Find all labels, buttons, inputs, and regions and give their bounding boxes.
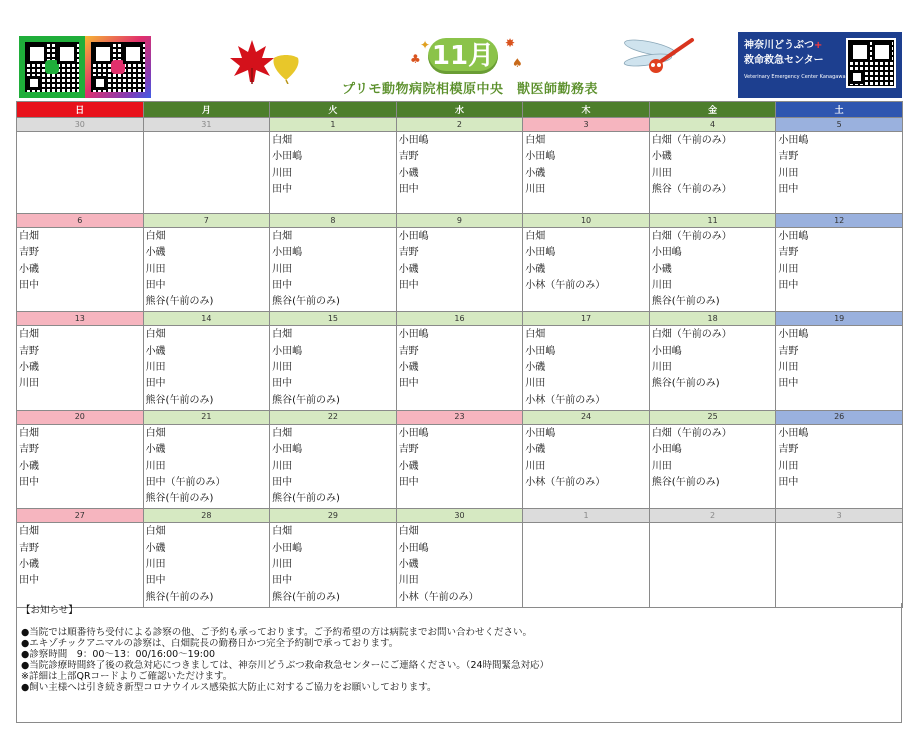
day-cell xyxy=(270,228,397,312)
ginkgo-leaf-icon xyxy=(270,52,302,84)
doctor-name: 白畑 xyxy=(145,329,166,341)
doctor-name: 川田 xyxy=(145,559,166,571)
doctor-name: 熊谷(午前のみ) xyxy=(272,493,340,505)
mushroom-deco-icon: ♣ xyxy=(410,52,421,66)
day-cell xyxy=(649,523,776,608)
date-cell: 1 xyxy=(523,509,650,523)
doctor-name: 小田嶋 xyxy=(398,329,429,341)
doctor-name: 川田 xyxy=(651,279,672,291)
doctor-name: 吉野 xyxy=(398,444,419,456)
date-cell: 11 xyxy=(649,214,776,228)
doctor-name: 小磯 xyxy=(398,460,419,472)
doctor-name: 小磯 xyxy=(398,559,419,571)
doctor-name: 川田 xyxy=(272,362,293,374)
doctor-name: 熊谷(午前のみ) xyxy=(145,296,214,308)
instagram-qr-icon[interactable] xyxy=(85,36,151,98)
doctor-name: 熊谷(午前のみ) xyxy=(145,493,214,505)
date-cell: 14 xyxy=(143,312,270,326)
doctor-name: 小磯 xyxy=(145,444,166,456)
weekday-thursday: 木 xyxy=(523,102,650,118)
day-cell xyxy=(17,132,144,214)
date-cell: 21 xyxy=(143,410,270,424)
doctor-name: 田中 xyxy=(778,378,799,390)
line-qr-icon[interactable] xyxy=(19,36,85,98)
doctor-name: 吉野 xyxy=(778,345,799,357)
doctor-name: 小磯 xyxy=(525,263,546,275)
doctor-name: 吉野 xyxy=(19,444,39,456)
doctor-name: 小磯 xyxy=(145,542,166,554)
doctor-name: 田中 xyxy=(398,183,419,195)
doctor-name: 田中 xyxy=(272,575,293,587)
emergency-center-subtitle: Veterinary Emergency Center Kanagawa xyxy=(744,74,846,80)
day-cell xyxy=(17,523,144,608)
doctor-name: 田中 xyxy=(398,279,419,291)
day-cell xyxy=(776,228,903,312)
doctor-name: 白畑（午前のみ） xyxy=(651,329,732,341)
doctor-name: 小林（午前のみ） xyxy=(398,591,479,603)
doctor-name: 田中 xyxy=(145,378,166,390)
doctor-name: 川田 xyxy=(525,378,546,390)
doctor-name: 白畑 xyxy=(145,231,166,242)
notice-line: ※詳細は上部QRコードよりご確認いただけます。 xyxy=(21,671,233,682)
doctor-name: 小田嶋 xyxy=(778,329,809,341)
doctor-name: 小磯 xyxy=(525,167,546,179)
date-cell: 24 xyxy=(523,410,650,424)
date-cell: 13 xyxy=(17,312,144,326)
doctor-name: 白畑 xyxy=(19,427,39,439)
dragonfly-icon xyxy=(620,36,700,82)
doctor-name: 小田嶋 xyxy=(398,231,429,242)
doctor-name: 小磯 xyxy=(651,263,672,275)
doctor-name: 川田 xyxy=(525,460,546,472)
day-cell xyxy=(17,228,144,312)
doctor-name: 田中 xyxy=(778,476,799,488)
doctor-name: 川田 xyxy=(272,167,293,179)
doctor-name: 小田嶋 xyxy=(778,135,809,146)
date-cell: 31 xyxy=(143,118,270,132)
doctor-name: 田中 xyxy=(19,279,39,291)
doctor-name: 小磯 xyxy=(525,444,546,456)
day-cell xyxy=(270,523,397,608)
date-cell: 16 xyxy=(396,312,523,326)
day-cell xyxy=(649,326,776,410)
date-cell: 15 xyxy=(270,312,397,326)
notice-line: ●エキゾチックアニマルの診察は、白畑院長の勤務日かつ完全予約制で承っております。 xyxy=(21,638,399,649)
day-cell xyxy=(143,424,270,508)
doctor-name: 白畑 xyxy=(145,526,166,538)
doctor-name: 小田嶋 xyxy=(272,444,303,456)
doctor-name: 田中 xyxy=(272,378,293,390)
doctor-name: 川田 xyxy=(778,460,799,472)
doctor-name: 白畑（午前のみ） xyxy=(651,135,732,146)
doctor-name: 白畑 xyxy=(272,526,293,538)
doctor-name: 熊谷(午前のみ) xyxy=(651,378,720,390)
date-cell: 17 xyxy=(523,312,650,326)
date-cell: 28 xyxy=(143,509,270,523)
date-cell: 1 xyxy=(270,118,397,132)
date-cell: 27 xyxy=(17,509,144,523)
doctor-name: 小磯 xyxy=(19,362,39,374)
doctor-name: 小林（午前のみ） xyxy=(525,279,606,291)
doctor-name: 川田 xyxy=(778,362,799,374)
day-cell xyxy=(17,326,144,410)
date-cell: 20 xyxy=(17,410,144,424)
date-row xyxy=(17,214,903,228)
doctor-name: 小磯 xyxy=(398,362,419,374)
date-cell: 30 xyxy=(17,118,144,132)
notice-line: ●診察時間 9：00～13：00/16:00～19:00 xyxy=(21,649,216,660)
doctor-name: 吉野 xyxy=(19,345,39,357)
doctor-name: 白畑 xyxy=(272,329,293,341)
doctor-name: 川田 xyxy=(651,167,672,179)
day-cell xyxy=(143,326,270,410)
doctor-name: 吉野 xyxy=(19,542,39,554)
doctor-name: 川田 xyxy=(145,263,166,275)
date-cell: 25 xyxy=(649,410,776,424)
doctor-name: 白畑 xyxy=(525,135,546,146)
doctor-name: 田中（午前のみ） xyxy=(145,476,226,488)
date-cell: 2 xyxy=(649,509,776,523)
day-cell xyxy=(649,424,776,508)
day-cell xyxy=(270,424,397,508)
date-cell: 30 xyxy=(396,509,523,523)
date-row xyxy=(17,509,903,523)
doctor-name: 小田嶋 xyxy=(651,345,682,357)
day-cell xyxy=(523,424,650,508)
date-row xyxy=(17,118,903,132)
doctor-name: 熊谷(午前のみ) xyxy=(272,296,340,308)
doctor-name: 小田嶋 xyxy=(398,542,429,554)
weekday-header-row xyxy=(17,102,903,118)
date-cell: 10 xyxy=(523,214,650,228)
weekday-monday: 月 xyxy=(143,102,270,118)
weekday-tuesday: 火 xyxy=(270,102,397,118)
doctor-name: 白畑 xyxy=(525,329,546,341)
doctor-row xyxy=(17,326,903,410)
day-cell xyxy=(649,132,776,214)
doctor-name: 田中 xyxy=(19,575,39,587)
date-cell: 9 xyxy=(396,214,523,228)
day-cell xyxy=(143,228,270,312)
day-cell xyxy=(523,523,650,608)
leaf-deco-icon: ✦ xyxy=(420,38,431,52)
doctor-name: 小田嶋 xyxy=(651,444,682,456)
day-cell xyxy=(396,228,523,312)
page-title: プリモ動物病院相模原中央 獣医師勤務表 xyxy=(342,82,598,97)
doctor-name: 川田 xyxy=(651,362,672,374)
day-cell xyxy=(776,326,903,410)
day-cell xyxy=(523,132,650,214)
emergency-qr-code xyxy=(848,40,894,86)
date-cell: 29 xyxy=(270,509,397,523)
doctor-name: 小田嶋 xyxy=(398,135,429,146)
doctor-name: 白畑 xyxy=(398,526,419,538)
doctor-name: 小田嶋 xyxy=(525,345,556,357)
doctor-name: 田中 xyxy=(145,279,166,291)
doctor-name: 吉野 xyxy=(398,247,419,259)
doctor-name: 川田 xyxy=(19,378,39,390)
doctor-name: 川田 xyxy=(272,263,293,275)
doctor-name: 小磯 xyxy=(19,559,39,571)
doctor-name: 白畑 xyxy=(19,329,39,341)
doctor-name: 小磯 xyxy=(145,247,166,259)
date-cell: 26 xyxy=(776,410,903,424)
doctor-name: 田中 xyxy=(398,476,419,488)
day-cell xyxy=(776,424,903,508)
day-cell xyxy=(776,523,903,608)
date-cell: 2 xyxy=(396,118,523,132)
notice-line: ●飼い主様へは引き続き新型コロナウイルス感染拡大防止に対するご協力をお願いしております。 xyxy=(21,682,437,693)
day-cell xyxy=(270,132,397,214)
doctor-name: 田中 xyxy=(272,476,293,488)
weekday-saturday: 土 xyxy=(776,102,903,118)
date-cell: 3 xyxy=(776,509,903,523)
day-cell xyxy=(523,326,650,410)
emergency-center-banner[interactable] xyxy=(738,32,902,98)
maple-leaf-icon xyxy=(228,38,276,86)
doctor-name: 田中 xyxy=(272,279,293,291)
doctor-name: 白畑 xyxy=(19,526,39,538)
doctor-name: 小磯 xyxy=(651,151,672,163)
calendar-body xyxy=(17,118,903,608)
day-cell xyxy=(143,132,270,214)
notice-box xyxy=(16,603,902,723)
doctor-name: 白畑 xyxy=(272,427,293,439)
doctor-name: 熊谷(午前のみ) xyxy=(272,394,340,406)
doctor-name: 川田 xyxy=(398,575,419,587)
doctor-row xyxy=(17,228,903,312)
date-cell: 8 xyxy=(270,214,397,228)
date-cell: 23 xyxy=(396,410,523,424)
doctor-name: 小田嶋 xyxy=(272,151,303,163)
doctor-name: 川田 xyxy=(272,460,293,472)
doctor-name: 小林（午前のみ） xyxy=(525,394,606,406)
instagram-qr-code xyxy=(91,42,145,92)
date-cell: 12 xyxy=(776,214,903,228)
emergency-center-name-line1: 神奈川どうぶつ+ xyxy=(744,40,823,51)
doctor-name: 小磯 xyxy=(525,362,546,374)
date-cell: 6 xyxy=(17,214,144,228)
doctor-name: 田中 xyxy=(272,183,293,195)
doctor-name: 熊谷(午前のみ) xyxy=(145,394,214,406)
notice-line: ●当院では順番待ち受付による診察の他、ご予約も承っております。ご予約希望の方は病院までお問い合わせください。 xyxy=(21,627,533,638)
date-row xyxy=(17,410,903,424)
doctor-name: 小田嶋 xyxy=(525,427,556,439)
doctor-name: 小磯 xyxy=(398,263,419,275)
doctor-name: 白畑（午前のみ） xyxy=(651,231,732,242)
day-cell xyxy=(143,523,270,608)
date-row xyxy=(17,312,903,326)
doctor-row xyxy=(17,424,903,508)
leaf-deco-icon: ✸ xyxy=(505,36,516,50)
doctor-name: 吉野 xyxy=(778,151,799,163)
doctor-name: 田中 xyxy=(778,279,799,291)
day-cell xyxy=(17,424,144,508)
doctor-name: 田中 xyxy=(19,476,39,488)
doctor-name: 川田 xyxy=(778,167,799,179)
doctor-name: 白畑 xyxy=(145,427,166,439)
doctor-name: 小林（午前のみ） xyxy=(525,476,606,488)
day-cell xyxy=(776,132,903,214)
notice-line: ●当院診療時間終了後の救急対応につきましては、神奈川どうぶつ救命救急センターにご連絡ください。（24時間緊急対応） xyxy=(21,660,550,671)
doctor-name: 白畑 xyxy=(525,231,546,242)
month-badge: 11月 xyxy=(428,38,498,74)
mushroom-deco-icon: ♠ xyxy=(512,56,523,70)
doctor-name: 小田嶋 xyxy=(651,247,682,259)
doctor-name: 小磯 xyxy=(19,460,39,472)
doctor-name: 小磯 xyxy=(19,263,39,275)
day-cell xyxy=(396,523,523,608)
doctor-name: 田中 xyxy=(778,183,799,195)
doctor-name: 白畑 xyxy=(272,231,293,242)
doctor-name: 白畑 xyxy=(272,135,293,146)
doctor-name: 吉野 xyxy=(398,151,419,163)
doctor-name: 熊谷(午前のみ) xyxy=(272,591,340,603)
doctor-name: 小田嶋 xyxy=(272,345,303,357)
doctor-name: 熊谷(午前のみ) xyxy=(145,591,214,603)
doctor-name: 熊谷（午前のみ） xyxy=(651,183,732,195)
date-cell: 7 xyxy=(143,214,270,228)
date-cell: 3 xyxy=(523,118,650,132)
weekday-wednesday: 水 xyxy=(396,102,523,118)
doctor-name: 小田嶋 xyxy=(272,542,303,554)
doctor-name: 小田嶋 xyxy=(272,247,303,259)
doctor-name: 小田嶋 xyxy=(778,427,809,439)
date-cell: 4 xyxy=(649,118,776,132)
date-cell: 19 xyxy=(776,312,903,326)
doctor-name: 白畑 xyxy=(19,231,39,242)
line-qr-code xyxy=(25,42,79,92)
weekday-sunday: 日 xyxy=(17,102,144,118)
doctor-name: 川田 xyxy=(145,362,166,374)
doctor-name: 吉野 xyxy=(778,247,799,259)
doctor-name: 川田 xyxy=(778,263,799,275)
doctor-name: 小磯 xyxy=(145,345,166,357)
doctor-name: 田中 xyxy=(145,575,166,587)
doctor-name: 川田 xyxy=(525,183,546,195)
doctor-name: 小田嶋 xyxy=(398,427,429,439)
notice-heading: 【お知らせ】 xyxy=(21,605,78,616)
doctor-name: 熊谷(午前のみ) xyxy=(651,476,720,488)
day-cell xyxy=(396,326,523,410)
date-cell: 18 xyxy=(649,312,776,326)
doctor-name: 白畑（午前のみ） xyxy=(651,427,732,439)
doctor-name: 吉野 xyxy=(398,345,419,357)
weekday-friday: 金 xyxy=(649,102,776,118)
doctor-row xyxy=(17,132,903,214)
emergency-center-name-line2: 救命救急センター xyxy=(744,55,824,66)
doctor-name: 熊谷(午前のみ) xyxy=(651,296,720,308)
day-cell xyxy=(270,326,397,410)
doctor-name: 小田嶋 xyxy=(525,247,556,259)
doctor-name: 小田嶋 xyxy=(525,151,556,163)
doctor-name: 小田嶋 xyxy=(778,231,809,242)
day-cell xyxy=(396,132,523,214)
emergency-qr-icon[interactable] xyxy=(846,38,896,88)
doctor-name: 川田 xyxy=(651,460,672,472)
duty-calendar xyxy=(16,101,903,608)
doctor-name: 川田 xyxy=(272,559,293,571)
doctor-name: 吉野 xyxy=(19,247,39,259)
date-cell: 22 xyxy=(270,410,397,424)
day-cell xyxy=(649,228,776,312)
doctor-name: 吉野 xyxy=(778,444,799,456)
doctor-row xyxy=(17,523,903,608)
doctor-name: 小磯 xyxy=(398,167,419,179)
doctor-name: 田中 xyxy=(398,378,419,390)
day-cell xyxy=(523,228,650,312)
date-cell: 5 xyxy=(776,118,903,132)
doctor-name: 川田 xyxy=(145,460,166,472)
day-cell xyxy=(396,424,523,508)
